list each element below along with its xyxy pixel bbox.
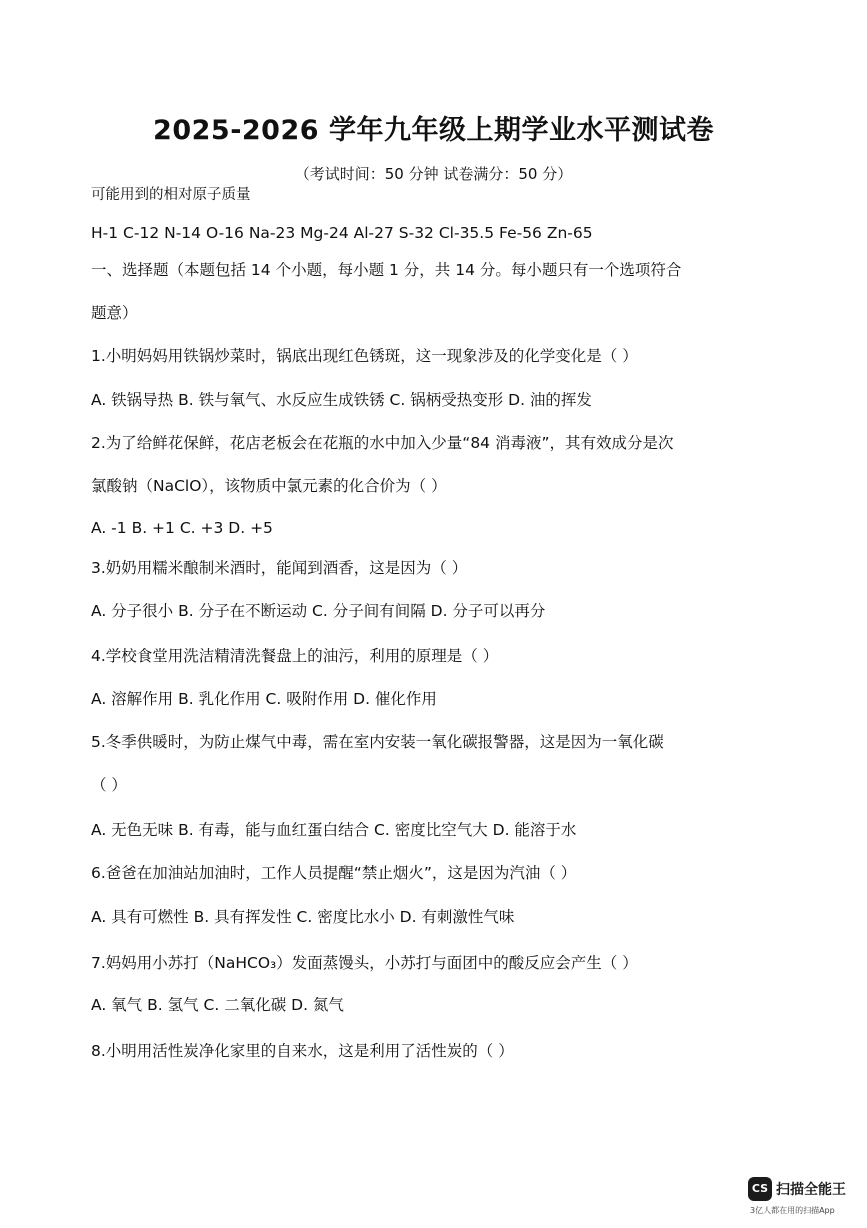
question-7-options: A. 氧气 B. 氢气 C. 二氧化碳 D. 氮气 (91, 996, 344, 1014)
camscanner-logo-icon: CS (748, 1177, 772, 1201)
atomic-mass-label: 可能用到的相对原子质量 (91, 187, 251, 203)
question-2-stem: 2.为了给鲜花保鲜，花店老板会在花瓶的水中加入少量“84 消毒液”，其有效成分是次 (91, 434, 674, 452)
question-7-stem: 7.妈妈用小苏打（NaHCO₃）发面蒸馒头，小苏打与面团中的酸反应会产生（ ） (91, 954, 638, 972)
question-1-options: A. 铁锅导热 B. 铁与氧气、水反应生成铁锈 C. 锅柄受热变形 D. 油的挥发 (91, 391, 592, 409)
section-heading: 一、选择题（本题包括 14 个小题，每小题 1 分，共 14 分。每小题只有一个选项符合 (91, 261, 682, 279)
question-1-stem: 1.小明妈妈用铁锅炒菜时，锅底出现红色锈斑，这一现象涉及的化学变化是（ ） (91, 347, 638, 365)
question-5-stem-cont: （ ） (91, 776, 127, 794)
section-heading-cont: 题意） (91, 304, 138, 322)
exam-info: （考试时间：50 分钟 试卷满分：50 分） (294, 165, 573, 183)
question-4-options: A. 溶解作用 B. 乳化作用 C. 吸附作用 D. 催化作用 (91, 690, 437, 708)
question-6-options: A. 具有可燃性 B. 具有挥发性 C. 密度比水小 D. 有刺激性气味 (91, 908, 515, 926)
question-5-options: A. 无色无味 B. 有毒，能与血红蛋白结合 C. 密度比空气大 D. 能溶于水 (91, 821, 577, 839)
watermark-tagline: 3亿人都在用的扫描App (750, 1206, 835, 1215)
scanner-watermark (748, 1177, 858, 1217)
question-2-stem-cont: 氯酸钠（NaClO），该物质中氯元素的化合价为（ ） (91, 477, 447, 495)
question-2-options: A. -1 B. +1 C. +3 D. +5 (91, 519, 273, 537)
question-6-stem: 6.爸爸在加油站加油时，工作人员提醒“禁止烟火”，这是因为汽油（ ） (91, 864, 577, 882)
question-4-stem: 4.学校食堂用洗洁精清洗餐盘上的油污，利用的原理是（ ） (91, 647, 499, 665)
question-5-stem: 5.冬季供暖时，为防止煤气中毒，需在室内安装一氧化碳报警器，这是因为一氧化碳 (91, 733, 664, 751)
page-title: 2025-2026 学年九年级上期学业水平测试卷 (153, 115, 714, 146)
question-3-stem: 3.奶奶用糯米酿制米酒时，能闻到酒香，这是因为（ ） (91, 559, 468, 577)
watermark-app-name: 扫描全能王 (776, 1182, 846, 1198)
question-3-options: A. 分子很小 B. 分子在不断运动 C. 分子间有间隔 D. 分子可以再分 (91, 602, 546, 620)
atomic-mass-values: H-1 C-12 N-14 O-16 Na-23 Mg-24 Al-27 S-32 Cl-35.5 Fe-56 Zn-65 (91, 224, 593, 242)
question-8-stem: 8.小明用活性炭净化家里的自来水，这是利用了活性炭的（ ） (91, 1042, 514, 1060)
